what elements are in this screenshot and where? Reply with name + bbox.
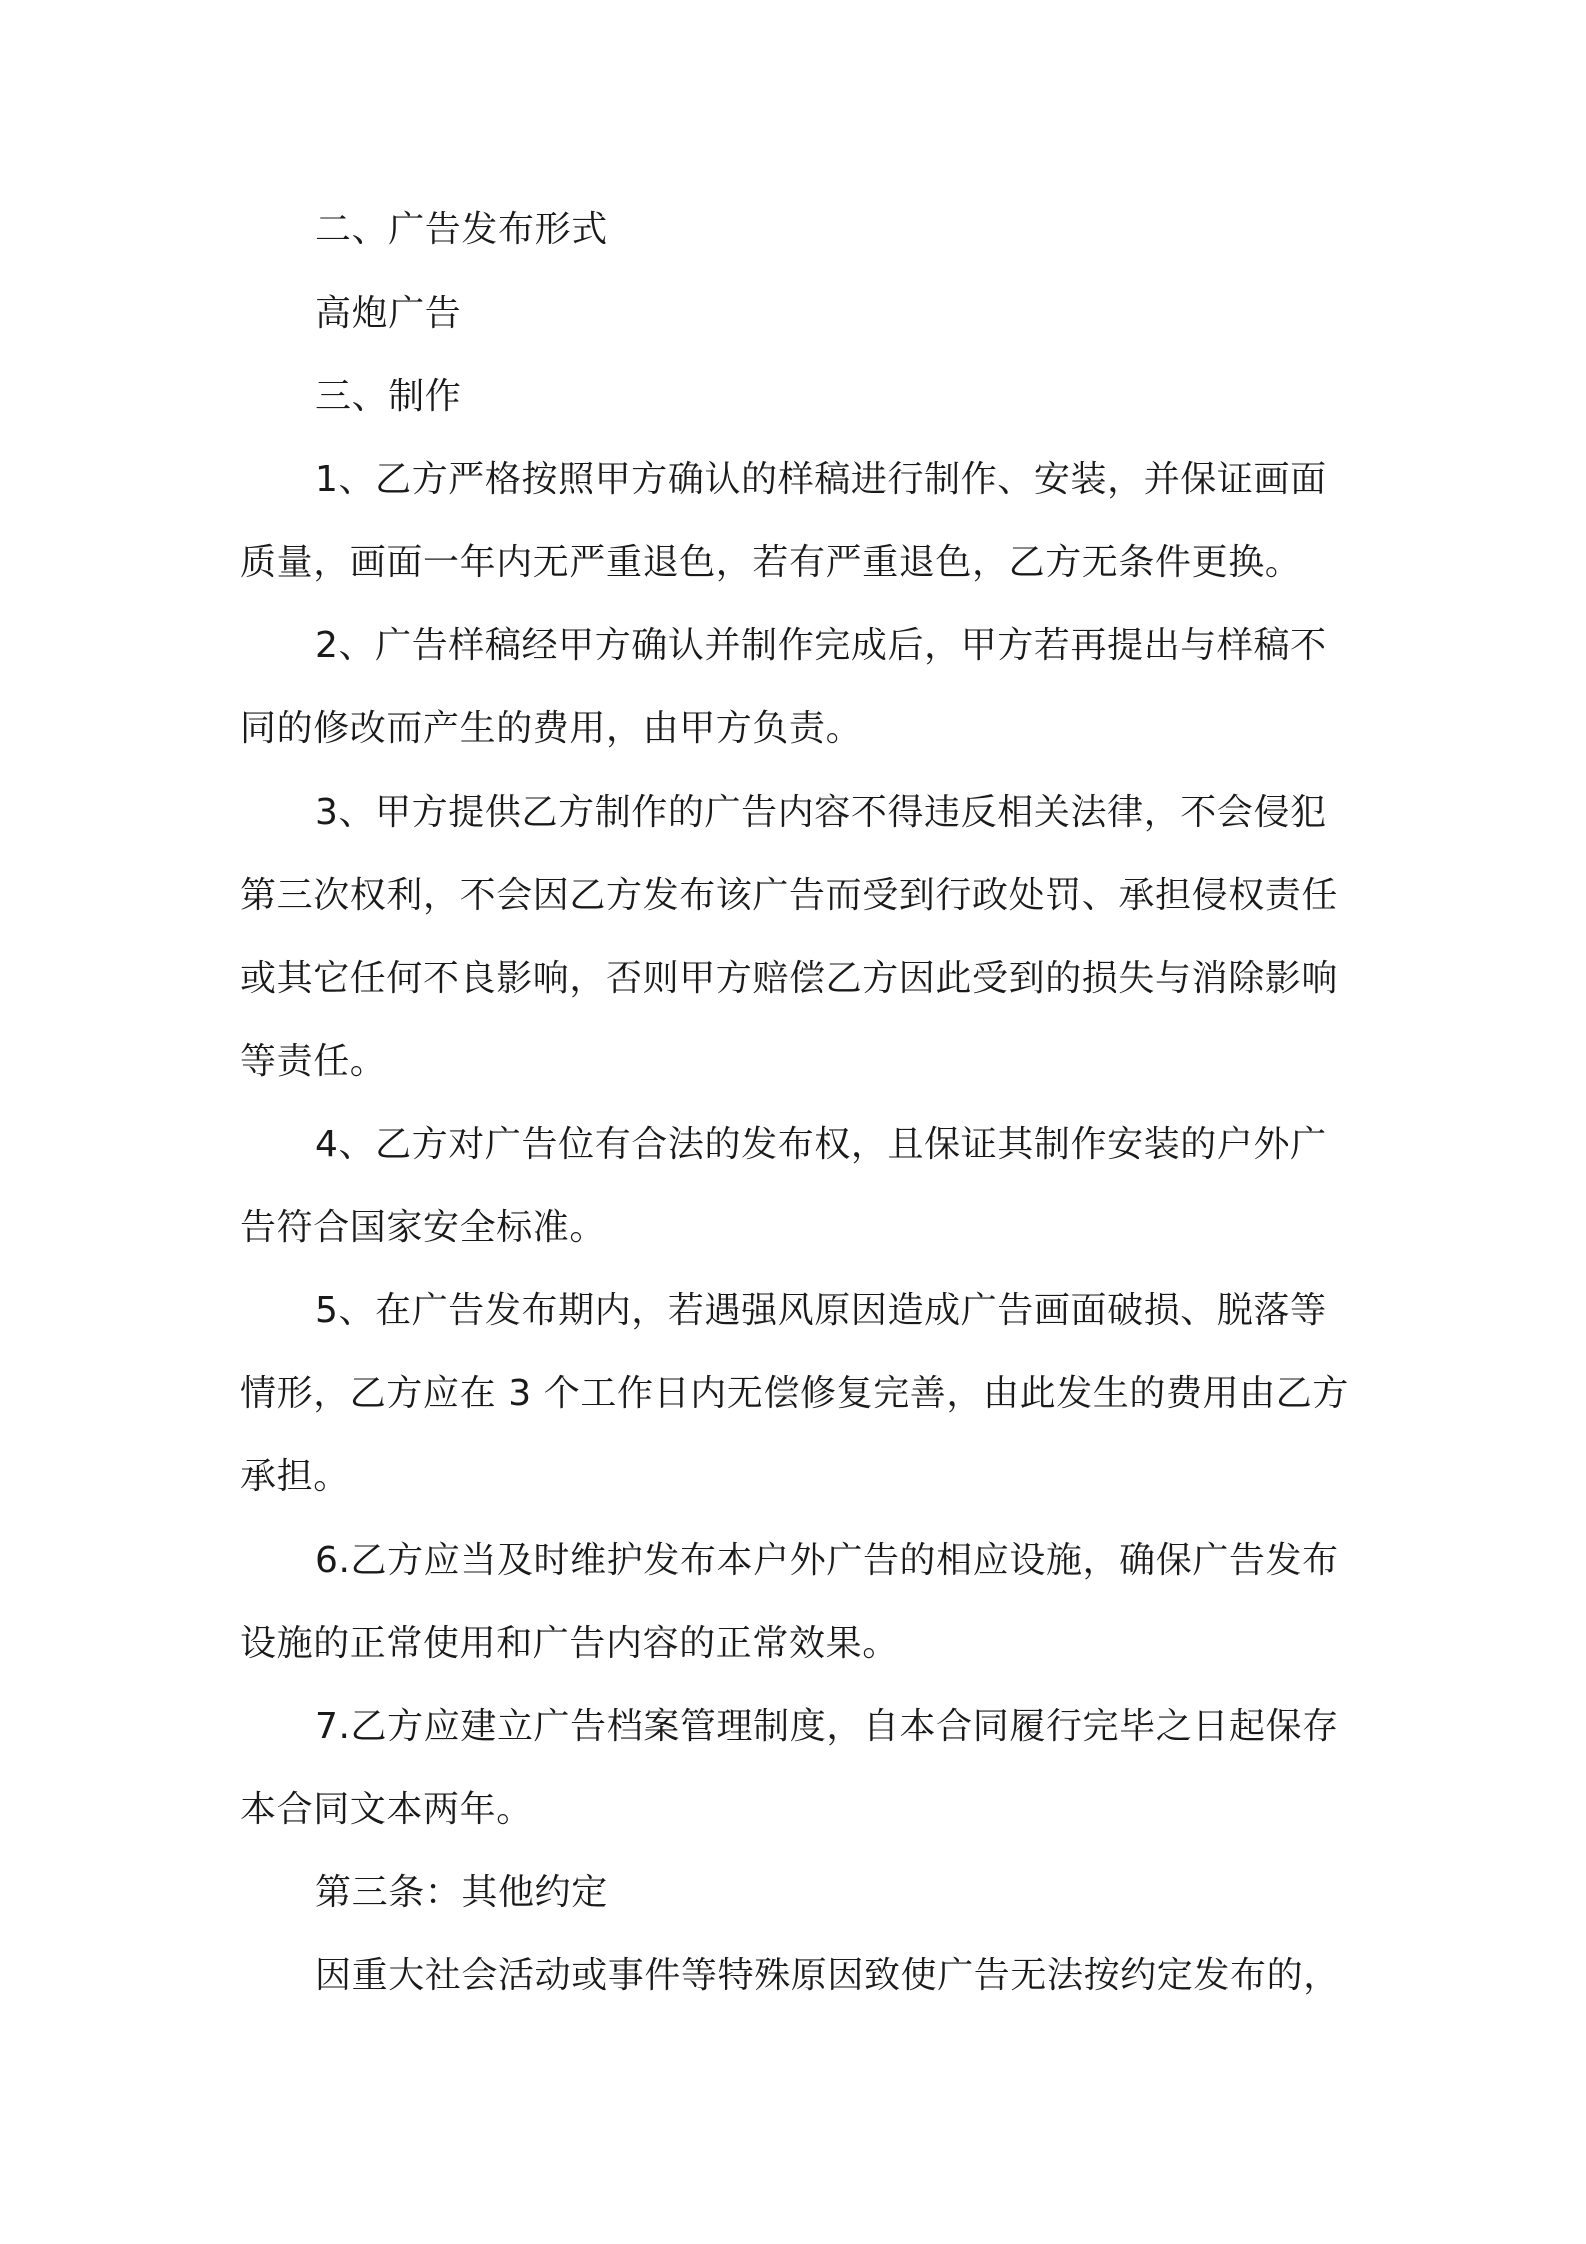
text-line: 6.乙方应当及时维护发布本户外广告的相应设施，确保广告发布 bbox=[315, 1540, 1339, 1581]
text-line: 情形，乙方应在 3 个工作日内无偿修复完善，由此发生的费用由乙方 bbox=[240, 1373, 1349, 1414]
text-line: 2、广告样稿经甲方确认并制作完成后，甲方若再提出与样稿不 bbox=[315, 625, 1327, 666]
text-line: 3、甲方提供乙方制作的广告内容不得违反相关法律，不会侵犯 bbox=[315, 792, 1327, 833]
text-line: 本合同文本两年。 bbox=[240, 1789, 533, 1830]
text-line: 4、乙方对广告位有合法的发布权，且保证其制作安装的户外广 bbox=[315, 1124, 1327, 1165]
text-line: 第三次权利，不会因乙方发布该广告而受到行政处罚、承担侵权责任 bbox=[240, 875, 1339, 916]
section-heading-publish-form: 二、广告发布形式 bbox=[315, 209, 608, 250]
section-heading-other-agreements: 第三条：其他约定 bbox=[315, 1872, 608, 1913]
section-heading-production: 三、制作 bbox=[315, 376, 462, 417]
text-line: 设施的正常使用和广告内容的正常效果。 bbox=[240, 1623, 899, 1664]
text-line: 等责任。 bbox=[240, 1041, 387, 1082]
text-line: 承担。 bbox=[240, 1456, 350, 1497]
text-line: 或其它任何不良影响，否则甲方赔偿乙方因此受到的损失与消除影响 bbox=[240, 958, 1339, 999]
text-line: 1、乙方严格按照甲方确认的样稿进行制作、安装，并保证画面 bbox=[315, 459, 1327, 500]
text-line: 因重大社会活动或事件等特殊原因致使广告无法按约定发布的， bbox=[315, 1955, 1340, 1996]
text-line: 高炮广告 bbox=[315, 293, 462, 334]
text-line: 告符合国家安全标准。 bbox=[240, 1207, 607, 1248]
text-line: 5、在广告发布期内，若遇强风原因造成广告画面破损、脱落等 bbox=[315, 1290, 1327, 1331]
text-line: 同的修改而产生的费用，由甲方负责。 bbox=[240, 708, 863, 749]
text-line: 质量，画面一年内无严重退色，若有严重退色，乙方无条件更换。 bbox=[240, 542, 1302, 583]
text-line: 7.乙方应建立广告档案管理制度，自本合同履行完毕之日起保存 bbox=[315, 1706, 1339, 1747]
